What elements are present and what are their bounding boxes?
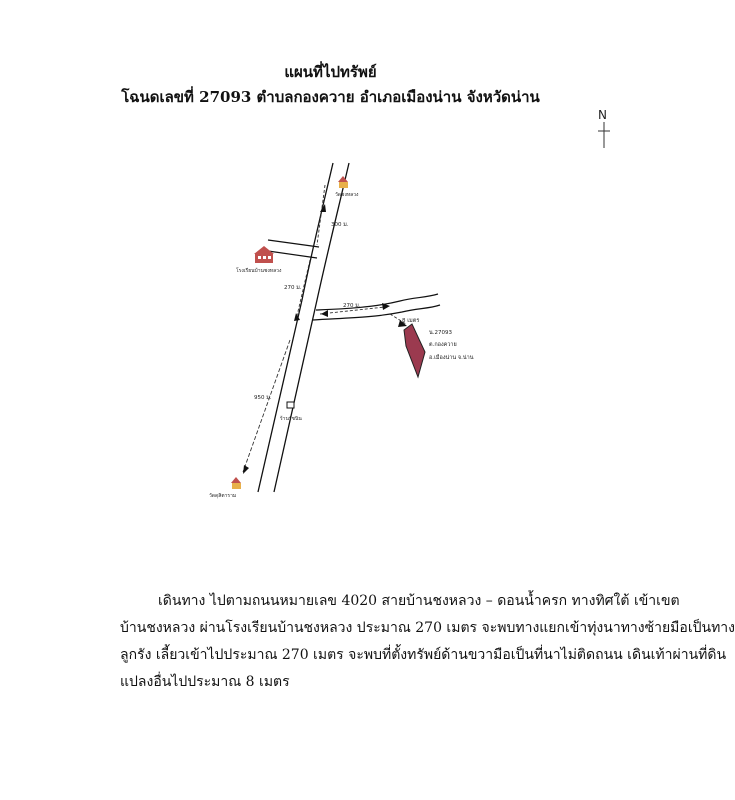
north-arrow-icon bbox=[598, 122, 610, 148]
directions-line: เดินทาง ไปตามถนนหมายเลข 4020 สายบ้านชงหลวง – ดอนน้ำครก ทางทิศใต้ เข้าเขต bbox=[158, 593, 680, 609]
shop-icon bbox=[287, 402, 294, 408]
temple-top-label: วัดชงหลวง bbox=[335, 192, 359, 198]
arrow-marker bbox=[321, 310, 328, 317]
parcel-deed-no: น.27093 bbox=[429, 330, 453, 336]
map-title: แผนที่ไปทรัพย์ bbox=[284, 63, 377, 81]
parcel-subdistrict: ต.กองควาย bbox=[429, 342, 457, 348]
directions-line: แปลงอื่นไปประมาณ 8 เมตร bbox=[120, 674, 290, 690]
school-label: โรงเรียนบ้านชงหลวง bbox=[236, 268, 282, 274]
distance-300m: 300 ม. bbox=[331, 222, 349, 228]
route-300m bbox=[317, 185, 325, 245]
distance-270m-side: 270 ม. bbox=[343, 303, 361, 309]
distance-270m-main: 270 ม. bbox=[284, 285, 302, 291]
land-parcel bbox=[404, 324, 425, 377]
parcel-district: อ.เมืองน่าน จ.น่าน bbox=[429, 355, 474, 361]
deed-subtitle: โฉนดเลขที่ 27093 ตำบลกองควาย อำเภอเมืองน่าน จังหวัดน่าน bbox=[121, 88, 540, 106]
directions-line: บ้านชงหลวง ผ่านโรงเรียนบ้านชงหลวง ประมาณ 270 เมตร จะพบทางแยกเข้าทุ่งนาทางซ้ายมือเป็นทาง bbox=[120, 620, 735, 636]
distance-8m: 8 เมตร bbox=[402, 318, 420, 324]
temple-icon bbox=[231, 477, 241, 489]
distance-950m: 950 ม. bbox=[254, 395, 272, 401]
main-road-right-edge bbox=[274, 163, 349, 492]
temple-bottom-label: วัดดุสิตาราม bbox=[209, 493, 237, 499]
school-road-top bbox=[268, 240, 319, 247]
arrow-marker bbox=[243, 465, 249, 474]
north-label: N bbox=[598, 108, 607, 122]
school-icon bbox=[254, 246, 274, 263]
shop-label: ร้านรัชนิน bbox=[280, 416, 302, 422]
temple-icon bbox=[338, 176, 348, 188]
school-road-bottom bbox=[268, 251, 317, 258]
directions-paragraph bbox=[120, 588, 735, 696]
directions-line: ลูกรัง เลี้ยวเข้าไปประมาณ 270 เมตร จะพบที่ตั้งทรัพย์ด้านขวามือเป็นที่นาไม่ติดถนน เดินเท้าผ่านที่ดิน bbox=[120, 647, 727, 663]
